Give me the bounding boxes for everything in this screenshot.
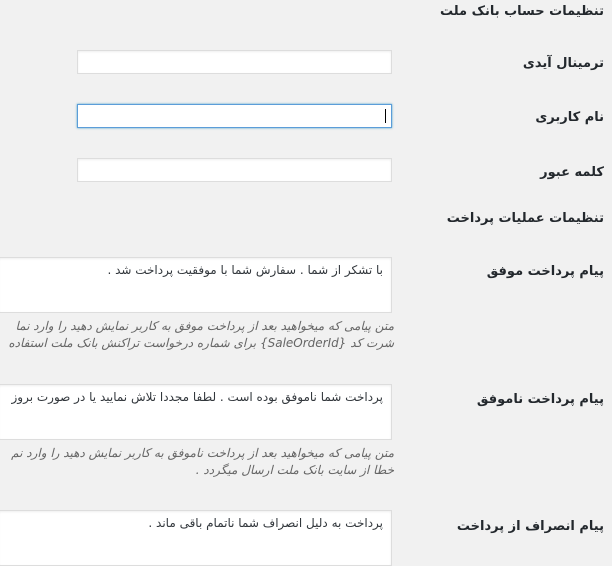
terminal-id-label: ترمینال آیدی bbox=[522, 56, 604, 71]
payment-settings-heading: تنظیمات عملیات پرداخت bbox=[446, 211, 604, 226]
cancel-message-label: پیام انصراف از پرداخت bbox=[456, 519, 604, 534]
failure-message-label: پیام پرداخت ناموفق bbox=[476, 392, 604, 407]
success-message-description: متن پیامی که میخواهید بعد از پرداخت موفق به کاربر نمایش دهید را وارد نما bbox=[15, 319, 394, 333]
password-input[interactable] bbox=[77, 158, 392, 182]
cancel-message-textarea[interactable]: پرداخت به دلیل انصراف شما ناتمام باقی ماند . bbox=[0, 510, 392, 566]
password-label: کلمه عبور bbox=[540, 165, 604, 180]
mellat-settings-heading: تنظیمات حساب بانک ملت bbox=[439, 4, 604, 19]
username-input[interactable] bbox=[77, 104, 392, 128]
success-message-description-2: شرت کد {SaleOrderId} برای شماره درخواست تراکنش بانک ملت استفاده bbox=[8, 336, 394, 350]
failure-message-description: متن پیامی که میخواهید بعد از پرداخت ناموفق به کاربر نمایش دهید را وارد نم bbox=[11, 446, 394, 460]
failure-message-textarea[interactable]: پرداخت شما ناموفق بوده است . لطفا مجددا تلاش نمایید یا در صورت بروز bbox=[0, 384, 392, 440]
text-caret bbox=[385, 109, 386, 123]
failure-message-description-2: خطا از سایت بانک ملت ارسال میگردد . bbox=[195, 463, 394, 477]
terminal-id-input[interactable] bbox=[77, 50, 392, 74]
success-message-textarea[interactable]: با تشکر از شما . سفارش شما با موفقیت پرداخت شد . bbox=[0, 257, 392, 313]
username-label: نام کاربری bbox=[535, 110, 604, 125]
success-message-label: پیام پرداخت موفق bbox=[486, 264, 604, 279]
